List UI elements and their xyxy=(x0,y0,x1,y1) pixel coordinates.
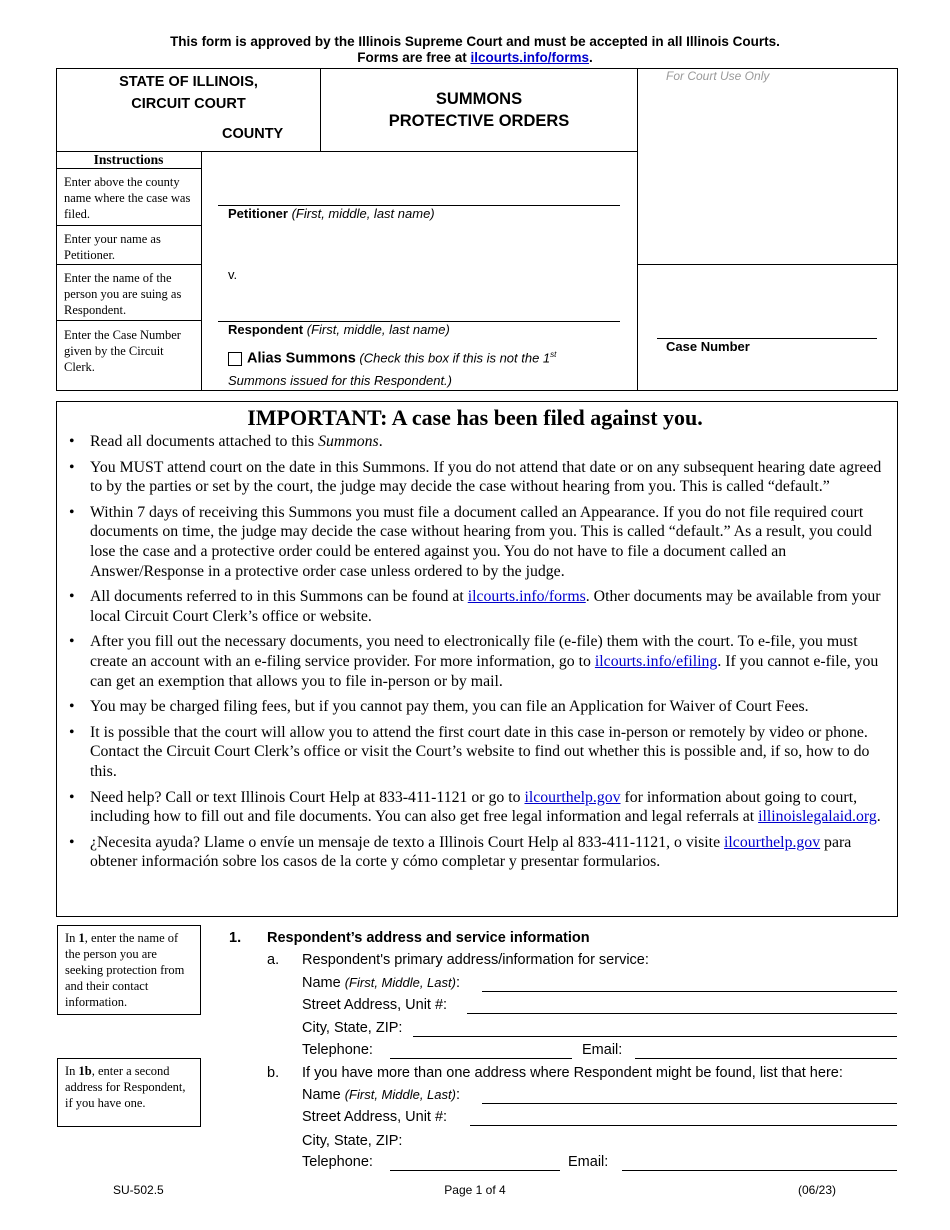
form-title-line2: PROTECTIVE ORDERS xyxy=(388,112,570,130)
instructions-header: Instructions xyxy=(93,152,164,167)
instruction-respondent: Enter the name of the person you are suing as Respondent. xyxy=(64,271,182,317)
alias-summons-checkbox[interactable] xyxy=(228,352,242,366)
side-note-section1: In 1, enter the name of the person you are seeking protection from and their contact information. xyxy=(57,925,201,1015)
a-email-label: Email: xyxy=(582,1042,623,1058)
instruction-case-number: Enter the Case Number given by the Circuit Clerk. xyxy=(64,328,181,374)
courthelp-link[interactable]: ilcourthelp.gov xyxy=(524,788,621,806)
a-name-label: Name (First, Middle, Last): xyxy=(302,975,460,991)
forms-link[interactable]: ilcourts.info/forms xyxy=(470,50,590,65)
a-name-field[interactable] xyxy=(482,991,897,992)
section1a-letter: a. xyxy=(267,952,280,968)
bullet-read-documents: • Read all documents attached to this Summons. xyxy=(62,432,892,452)
versus-label: v. xyxy=(228,267,238,282)
forms-link-2[interactable]: ilcourts.info/forms xyxy=(467,588,586,606)
b-email-field[interactable] xyxy=(622,1170,897,1171)
section1-number: 1. xyxy=(229,930,242,946)
bullet-appearance: • Within 7 days of receiving this Summons you must file a document called an Appearance. If you do not file required court documents on time, the judge may decide the case without hearing from you. This is called “default.” As a result, you could lose the case and a protective order could be entered against you. You do not have to file a document called an Answer/Response in a protective order case unless ordered to by the judge. xyxy=(62,503,892,581)
forms-free-notice: Forms are free at ilcourts.info/forms. xyxy=(357,50,593,65)
section1b-text: If you have more than one address where Respondent might be found, list that here: xyxy=(302,1065,843,1081)
state-label: STATE OF ILLINOIS, xyxy=(119,74,258,90)
a-phone-field[interactable] xyxy=(390,1058,572,1059)
respondent-label: Respondent (First, middle, last name) xyxy=(228,322,450,337)
bullet-efile: • After you fill out the necessary documents, you need to electronically file (e-file) them with the court. To e-file, you must create an account with an e-filing service provider. For more information, go to ilcourts.info/efiling. If you cannot e-file, you can get an exemption that allows you to file in-person or by mail. xyxy=(62,632,892,691)
page-number: Page 1 of 4 xyxy=(444,1183,506,1197)
court-use-hline xyxy=(637,264,898,265)
form-title-line1: SUMMONS xyxy=(435,90,523,108)
a-street-label: Street Address, Unit #: xyxy=(302,997,448,1013)
bullet-remote-attendance: • It is possible that the court will allow you to attend the first court date in this case in-person or remotely by video or phone. Contact the Circuit Court Clerk’s office or visit the Court’s website to find out whether this is possible and, if so, how to do this. xyxy=(62,723,892,782)
b-name-label: Name (First, Middle, Last): xyxy=(302,1087,460,1103)
section1b-letter: b. xyxy=(267,1065,280,1081)
alias-summons-hint: Summons issued for this Respondent.) xyxy=(228,373,452,388)
bullet-fees: • You may be charged filing fees, but if you cannot pay them, you can file an Application for Waiver of Court Fees. xyxy=(62,697,892,717)
efiling-link[interactable]: ilcourts.info/efiling xyxy=(594,652,718,670)
b-street-label: Street Address, Unit #: xyxy=(302,1109,448,1125)
a-phone-label: Telephone: xyxy=(302,1042,373,1058)
courthelp-link-es[interactable]: ilcourthelp.gov xyxy=(724,833,821,851)
section1a-text: Respondent's primary address/information for service: xyxy=(302,952,649,968)
b-name-field[interactable] xyxy=(482,1103,897,1104)
b-phone-field[interactable] xyxy=(390,1170,560,1171)
circuit-court-label: CIRCUIT COURT xyxy=(131,96,246,112)
petitioner-label: Petitioner (First, middle, last name) xyxy=(228,206,435,221)
section1-title: Respondent’s address and service information xyxy=(267,930,590,946)
b-city-label: City, State, ZIP: xyxy=(302,1133,403,1149)
instructions-line-1 xyxy=(56,225,202,226)
a-city-label: City, State, ZIP: xyxy=(302,1020,403,1036)
bullet-documents-location: • All documents referred to in this Summons can be found at ilcourts.info/forms. Other documents may be available from your local Circuit Court Clerk’s office or website. xyxy=(62,587,892,626)
b-email-label: Email: xyxy=(568,1154,609,1170)
approval-notice: This form is approved by the Illinois Supreme Court and must be accepted in all Illinois Courts. xyxy=(170,34,780,49)
b-street-field[interactable] xyxy=(470,1125,897,1126)
instruction-county: Enter above the county name where the case was filed. xyxy=(64,175,191,221)
county-label: COUNTY xyxy=(222,126,284,142)
b-phone-label: Telephone: xyxy=(302,1154,373,1170)
alias-summons-label: Alias Summons (Check this box if this is not the 1st xyxy=(247,350,557,367)
bullet-attend-court: • You MUST attend court on the date in this Summons. If you do not attend that date or on any subsequent hearing date agreed to by the parties or set by the court, the judge may decide the case without hearing from you. This is called “default.” xyxy=(62,458,892,497)
a-email-field[interactable] xyxy=(635,1058,897,1059)
important-list xyxy=(62,432,892,878)
form-id: SU-502.5 xyxy=(113,1183,164,1197)
bullet-need-help: • Need help? Call or text Illinois Court Help at 833-411-1121 or go to ilcourthelp.gov for information about going to court, including how to fill out and file documents. You can also get free legal information and legal referrals at illinoislegalaid.org. xyxy=(62,788,892,827)
court-use-label: For Court Use Only xyxy=(666,69,770,83)
a-street-field[interactable] xyxy=(467,1013,897,1014)
form-date: (06/23) xyxy=(798,1183,837,1197)
case-number-label: Case Number xyxy=(666,339,750,354)
legalaid-link[interactable]: illinoislegalaid.org xyxy=(758,808,877,826)
side-note-section1b: In 1b, enter a second address for Respondent, if you have one. xyxy=(57,1058,201,1127)
a-city-field[interactable] xyxy=(413,1036,897,1037)
instruction-petitioner: Enter your name as Petitioner. xyxy=(64,232,161,262)
important-title: IMPORTANT: A case has been filed against you. xyxy=(247,405,703,430)
bullet-spanish-help: • ¿Necesita ayuda? Llame o envíe un mensaje de texto a Illinois Court Help al 833-411-1121, o visite ilcourthelp.gov para obtener información sobre los casos de la corte y cómo completar y presentar formularios. xyxy=(62,833,892,872)
instructions-header-line xyxy=(56,168,202,169)
